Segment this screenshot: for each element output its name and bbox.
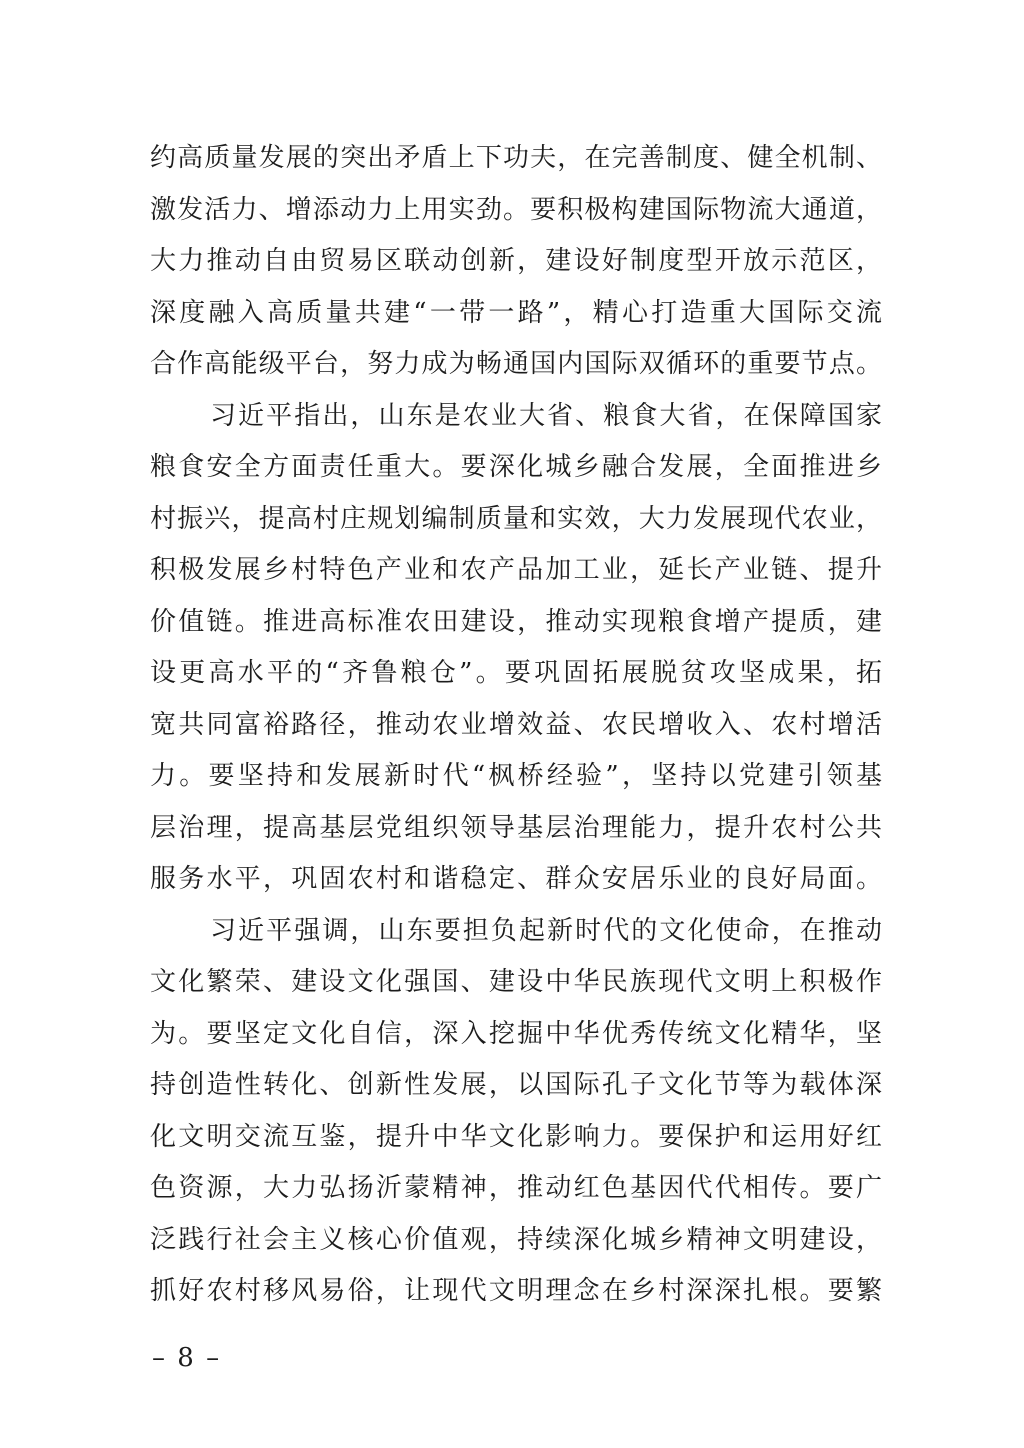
text-line: 文化繁荣、建设文化强国、建设中华民族现代文明上积极作 [150, 967, 882, 997]
text-line: 深度融入高质量共建“一带一路”，精心打造重大国际交流 [150, 297, 882, 328]
text-line: 设更高水平的“齐鲁粮仓”。要巩固拓展脱贫攻坚成果，拓 [150, 658, 882, 688]
text-line: 习近平强调，山东要担负起新时代的文化使命，在推动 [210, 915, 882, 946]
text-line: 宽共同富裕路径，推动农业增效益、农民增收入、农村增活 [150, 709, 882, 740]
text-line: 合作高能级平台，努力成为畅通国内国际双循环的重要节点。 [150, 349, 882, 379]
text-line: 服务水平，巩固农村和谐稳定、群众安居乐业的良好局面。 [150, 864, 882, 894]
text-line: 持创造性转化、创新性发展，以国际孔子文化节等为载体深 [150, 1070, 882, 1100]
text-line: 层治理，提高基层党组织领导基层治理能力，提升农村公共 [150, 812, 882, 843]
text-line: 约高质量发展的突出矛盾上下功夫，在完善制度、健全机制、 [150, 143, 882, 173]
text-line: 激发活力、增添动力上用实劲。要积极构建国际物流大通道， [150, 194, 882, 225]
text-line: 积极发展乡村特色产业和农产品加工业，延长产业链、提升 [150, 555, 882, 585]
page-number: – 8 – [152, 1343, 222, 1373]
text-line: 抓好农村移风易俗，让现代文明理念在乡村深深扎根。要繁 [150, 1276, 882, 1306]
text-line: 色资源，大力弘扬沂蒙精神，推动红色基因代代相传。要广 [150, 1173, 882, 1203]
text-line: 大力推动自由贸易区联动创新，建设好制度型开放示范区， [150, 246, 882, 276]
document-body [150, 133, 882, 1318]
text-line: 化文明交流互鉴，提升中华文化影响力。要保护和运用好红 [150, 1121, 882, 1152]
text-line: 村振兴，提高村庄规划编制质量和实效，大力发展现代农业， [150, 503, 882, 534]
text-line: 价值链。推进高标准农田建设，推动实现粮食增产提质，建 [150, 606, 882, 637]
text-line: 泛践行社会主义核心价值观，持续深化城乡精神文明建设， [150, 1224, 882, 1255]
text-line: 习近平指出，山东是农业大省、粮食大省，在保障国家 [210, 400, 882, 431]
text-line: 为。要坚定文化自信，深入挖掘中华优秀传统文化精华，坚 [150, 1018, 882, 1049]
text-line: 粮食安全方面责任重大。要深化城乡融合发展，全面推进乡 [150, 452, 882, 482]
text-line: 力。要坚持和发展新时代“枫桥经验”，坚持以党建引领基 [150, 761, 882, 791]
